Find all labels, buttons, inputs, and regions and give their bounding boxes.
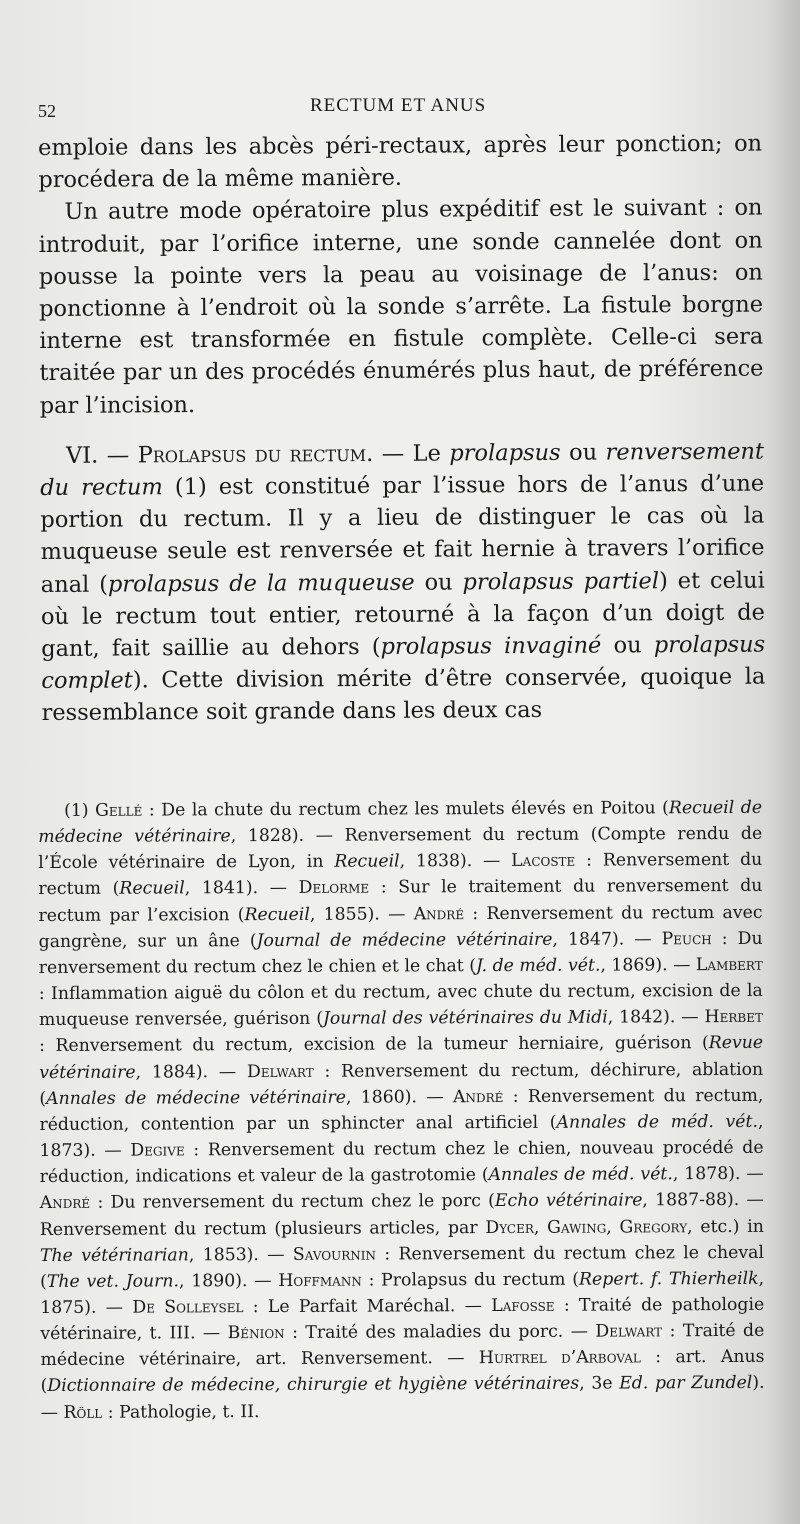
footnote-author: Gregory — [619, 1216, 688, 1237]
footnote-text: : Pathologie, t. II. — [102, 1401, 260, 1423]
footnote-text: : art. Anus ( — [40, 1347, 765, 1397]
footnote-text: : Du renversement du rectum chez le chien et le chat ( — [38, 928, 763, 978]
footnote-text: , 1878). — — [672, 1164, 764, 1185]
section-term: renversement du rectum — [40, 438, 765, 502]
footnote-1 — [38, 795, 765, 1426]
footnote-source: Repert. f. Thierheilk — [578, 1268, 759, 1290]
main-text — [38, 128, 766, 730]
footnote-text: : Traité de médecine vétérinaire, art. Renversement. — — [40, 1320, 765, 1371]
footnote-text: : Renversement du rectum avec gangrène, sur un âne ( — [38, 902, 763, 952]
footnote-text: : Renversement du rectum, excision de la tumeur herniaire, guérison ( — [39, 1033, 709, 1057]
footnote-text: , 1847). — — [552, 929, 662, 950]
footnote-source: Recueil — [119, 878, 185, 900]
footnote-source: Journal des vétérinaires du Midi — [322, 1007, 608, 1030]
paragraph-operative-mode: Un autre mode opératoire plus expéditif est le suivant : on introduit, par l’orifice interne, une sonde cannelée dont on pousse la pointe vers la peau au voisinage de l’anus: on ponctionne à l’endroit où la sonde s’arrête. La fistule borgne interne est transformée en fistule complète. Celle-ci sera traitée par un des procédés énumérés plus haut, de préférence par l’incision. — [38, 194, 764, 419]
footnote-author: Dycer — [485, 1217, 534, 1238]
footnote-text: , 1828). — Renversement du rectum (Compte rendu de l’École vétérinaire de Lyon, in — [38, 823, 763, 874]
footnote-author: Herbet — [704, 1007, 763, 1028]
footnote-text: : Du renversement du rectum chez le porc ( — [90, 1191, 495, 1214]
footnote-text: , 1841). — — [184, 878, 299, 899]
footnote-text: : Sur le traitement du renversement du rectum par l’excision ( — [38, 876, 763, 926]
footnote-author: Savournin — [292, 1244, 377, 1265]
footnote-author: André — [413, 903, 465, 924]
footnote-author: André — [39, 1193, 91, 1214]
footnote-text: : Renversement du rectum, déchirure, ablation ( — [39, 1059, 764, 1109]
footnote-author: Lambert — [695, 954, 763, 976]
footnote-marker: (1) — [64, 800, 96, 821]
footnote-text: , 1842). — — [607, 1007, 705, 1028]
footnote-source: The vétérinarian — [39, 1245, 189, 1266]
section-text: ou — [560, 439, 606, 466]
footnote-source: Revue vétérinaire — [39, 1033, 764, 1083]
footnote-text: , etc.) in — [687, 1216, 764, 1237]
section-term: prolapsus invaginé — [380, 632, 602, 660]
footnote-text: , 1853). — — [188, 1244, 293, 1266]
footnote-author: André — [452, 1086, 504, 1107]
footnote-text: : Renversement du rectum chez le chien, nouveau procédé de réduction, indications et valeur de la gastrotomie ( — [39, 1137, 764, 1188]
footnotes — [38, 795, 765, 1426]
footnote-text: , 1890). — — [178, 1270, 279, 1292]
footnote-text: , 3e — [579, 1373, 620, 1395]
section-text: ) et celui où le rectum tout entier, retourné à la façon d’un doigt de gant, fait saillie au dehors ( — [40, 567, 766, 663]
footnote-source: Annales de méd. vét. — [556, 1111, 758, 1133]
footnote-source: Recueil — [334, 851, 400, 873]
footnote-text: : Traité de pathologie vétérinaire, t. III. — — [40, 1294, 765, 1345]
footnote-source: Ed. par Zundel — [619, 1373, 753, 1394]
footnote-author: Hoffmann — [278, 1270, 362, 1291]
footnote-author: Gellé — [95, 800, 143, 821]
footnote-text: : Renversement du rectum, réduction, contention par un sphincter anal artificiel ( — [39, 1085, 764, 1135]
section-term: prolapsus de la muqueuse — [107, 569, 415, 598]
footnote-text: : Renversement du rectum ( — [38, 850, 763, 900]
footnote-source: Echo vétérinaire — [494, 1190, 643, 1212]
page-number: 52 — [38, 101, 56, 121]
footnote-author: Gawing — [547, 1217, 607, 1238]
footnote-author: De Solleysel — [132, 1297, 244, 1318]
footnote-source: Recueil — [244, 904, 310, 925]
footnote-author: Delwart — [595, 1321, 663, 1342]
section-prolapsus — [40, 435, 766, 729]
paragraph-continuation: emploie dans les abcès péri-rectaux, après leur ponction; on procédera de la même manière. — [38, 130, 763, 194]
footnote-text: , 1875). — — [40, 1268, 765, 1318]
footnote-text: : Inflammation aiguë du côlon et du rectum, avec chute du rectum, excision de la muqueuse renversée, guérison ( — [38, 980, 763, 1031]
footnote-author: Hurtrel d’Arboval — [478, 1347, 641, 1369]
section-term: prolapsus — [449, 439, 561, 467]
section-number: VI. — — [65, 442, 138, 469]
footnote-author: Degive — [130, 1140, 185, 1161]
section-term: prolapsus partiel — [462, 567, 660, 596]
footnote-text: , 1869). — — [600, 955, 696, 976]
section-text: ou — [414, 569, 463, 596]
footnote-source: Dictionnaire de médecine, chirurgie et hygiène vétérinaires — [47, 1374, 580, 1397]
footnote-body — [38, 798, 764, 1423]
section-text: ou — [601, 632, 654, 659]
section-text: — Le — [373, 440, 450, 467]
footnote-source: Journal de médecine vétérinaire — [256, 929, 553, 951]
footnote-source: J. de méd. vét. — [475, 955, 601, 977]
footnote-text: , 1884). — — [135, 1061, 247, 1083]
footnote-text: : De la chute du rectum chez les mulets élevés en Poitou ( — [142, 798, 669, 821]
running-head — [38, 95, 758, 123]
footnote-source: Annales de médecine vétérinaire — [46, 1087, 346, 1109]
footnote-text: , — [606, 1216, 620, 1238]
footnote-author: Delorme — [298, 878, 370, 899]
footnote-source: Recueil de médecine vétérinaire — [38, 797, 763, 848]
footnote-text: , 1838). — — [399, 851, 512, 872]
section-text: (1) est constitué par l’issue hors de l’anus d’une portion du rectum. Il y a lieu de distinguer le cas où la muqueuse seule est renversée et fait hernie à travers l’orifice anal ( — [40, 470, 765, 598]
section-heading: Prolapsus du rectum. — [137, 440, 374, 469]
footnote-text: , 1887-88). — Renversement du rectum (plusieurs articles, par — [39, 1190, 764, 1240]
footnote-text: : Prolapsus du rectum ( — [361, 1269, 580, 1291]
section-text: ). Cette division mérite d’être conservée, quoique la ressemblance soit grande dans les deux cas — [41, 663, 766, 727]
footnote-text: ). — — [40, 1373, 765, 1423]
section-term: prolapsus complet — [41, 631, 766, 695]
running-title: RECTUM ET ANUS — [310, 95, 487, 116]
footnote-text: , 1855). — — [309, 903, 414, 925]
footnote-text: , — [533, 1217, 548, 1238]
footnote-author: Lafosse — [491, 1295, 555, 1316]
footnote-author: Peuch — [661, 928, 712, 950]
footnote-text: : Le Parfait Maréchal. — — [243, 1295, 492, 1318]
footnote-author: Röll — [63, 1402, 103, 1423]
footnote-source: The vet. Journ. — [46, 1271, 180, 1292]
footnote-author: Lacoste — [511, 850, 576, 872]
footnote-author: Bénion — [227, 1323, 285, 1344]
footnote-text: : Traité des maladies du porc. — — [284, 1321, 596, 1344]
footnote-author: Delwart — [246, 1061, 314, 1082]
footnote-source: Annales de méd. vét. — [488, 1164, 673, 1186]
footnote-text: , 1860). — — [345, 1086, 454, 1108]
footnote-text: , 1873). — — [39, 1111, 764, 1162]
footnote-text: : Renversement du rectum chez le cheval ( — [40, 1242, 765, 1292]
